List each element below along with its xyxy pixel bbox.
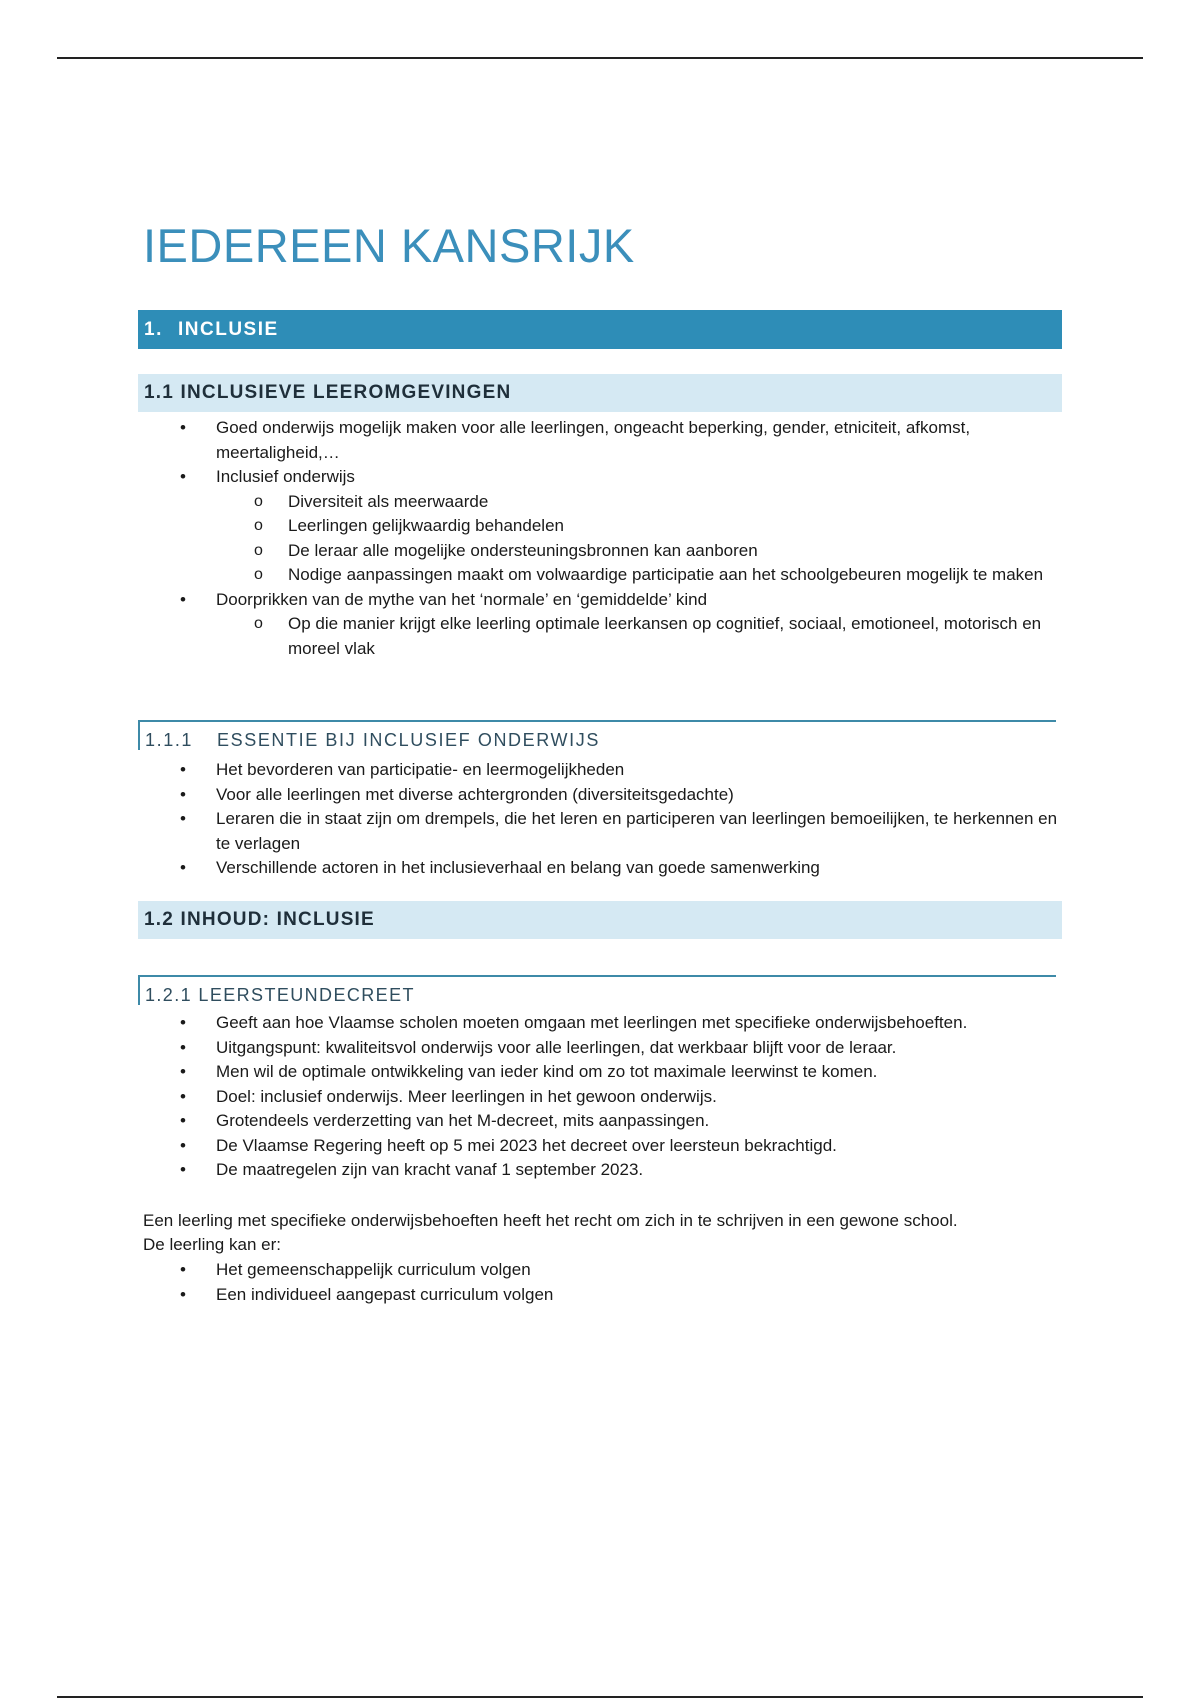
list-item: • Doorprikken van de mythe van het ‘normale’ en ‘gemiddelde’ kind o Op die manier krijgt elke leerling optimale leerkansen op cognitief, sociaal, emotioneel, motorisch en moreel vlak: [138, 588, 1058, 662]
bullet-list-1-1: [138, 416, 1058, 661]
sub-list-item: o Leerlingen gelijkwaardig behandelen: [216, 514, 1058, 539]
list-item: • Doel: inclusief onderwijs. Meer leerlingen in het gewoon onderwijs.: [138, 1085, 1058, 1110]
bullet-list-curriculum: [138, 1258, 1058, 1307]
heading-1-2-1: 1.2.1 LEERSTEUNDECREET: [138, 975, 1056, 1005]
sub-list: [216, 612, 1058, 661]
list-item: • Leraren die in staat zijn om drempels, die het leren en participeren van leerlingen bemoeilijken, te herkennen en te verlagen: [138, 807, 1058, 856]
sub-list: [216, 490, 1058, 588]
list-item: • Voor alle leerlingen met diverse achtergronden (diversiteitsgedachte): [138, 783, 1058, 808]
list-item: • Het bevorderen van participatie- en leermogelijkheden: [138, 758, 1058, 783]
list-item: • De maatregelen zijn van kracht vanaf 1 september 2023.: [138, 1158, 1058, 1183]
list-item: • Men wil de optimale ontwikkeling van ieder kind om zo tot maximale leerwinst te komen.: [138, 1060, 1058, 1085]
heading-1-inclusie: [138, 310, 1062, 349]
sub-list-item: o De leraar alle mogelijke ondersteuningsbronnen kan aanboren: [216, 539, 1058, 564]
sub-list-item: o Op die manier krijgt elke leerling optimale leerkansen op cognitief, sociaal, emotioneel, motorisch en moreel vlak: [216, 612, 1058, 661]
list-item: • Grotendeels verderzetting van het M-decreet, mits aanpassingen.: [138, 1109, 1058, 1134]
heading-1-1: 1.1 INCLUSIEVE LEEROMGEVINGEN: [138, 374, 1062, 412]
sub-list-item: o Nodige aanpassingen maakt om volwaardige participatie aan het schoolgebeuren mogelijk te maken: [216, 563, 1058, 588]
header-rule: [57, 57, 1143, 59]
list-item: • Het gemeenschappelijk curriculum volgen: [138, 1258, 1058, 1283]
document-title: IEDEREEN KANSRIJK: [143, 219, 635, 272]
heading-1-1-1-number: 1.1.1: [145, 730, 194, 750]
bullet-list-1-1-1: [138, 758, 1058, 881]
list-item: • Goed onderwijs mogelijk maken voor alle leerlingen, ongeacht beperking, gender, etniciteit, afkomst, meertaligheid,…: [138, 416, 1058, 465]
heading-1-1-1: [138, 720, 1056, 750]
list-item: • Inclusief onderwijs o Diversiteit als meerwaarde o Leerlingen gelijkwaardig behandelen o De leraar alle mogelijke ondersteuningsbronnen kan aanboren o Nodige aanpassingen maakt om volwaardige participatie aan het schoolgebeuren mogelijk te maken: [138, 465, 1058, 588]
paragraph-recht: Een leerling met specifieke onderwijsbehoeften heeft het recht om zich in te schrijven in een gewone school.: [143, 1211, 958, 1230]
bullet-list-1-2-1: [138, 1011, 1058, 1183]
heading-1-number: 1.: [144, 319, 163, 340]
footer-rule: [57, 1696, 1143, 1698]
heading-1-label: INCLUSIE: [178, 319, 279, 340]
heading-1-2: 1.2 INHOUD: INCLUSIE: [138, 901, 1062, 939]
list-item: • Geeft aan hoe Vlaamse scholen moeten omgaan met leerlingen met specifieke onderwijsbehoeften.: [138, 1011, 1058, 1036]
list-item: • Uitgangspunt: kwaliteitsvol onderwijs voor alle leerlingen, dat werkbaar blijft voor de leraar.: [138, 1036, 1058, 1061]
list-item: • De Vlaamse Regering heeft op 5 mei 2023 het decreet over leersteun bekrachtigd.: [138, 1134, 1058, 1159]
heading-1-1-1-label: ESSENTIE BIJ INCLUSIEF ONDERWIJS: [217, 730, 600, 750]
sub-list-item: o Diversiteit als meerwaarde: [216, 490, 1058, 515]
list-item: • Verschillende actoren in het inclusieverhaal en belang van goede samenwerking: [138, 856, 1058, 881]
list-item: • Een individueel aangepast curriculum volgen: [138, 1283, 1058, 1308]
paragraph-leerling-kan: De leerling kan er:: [143, 1235, 281, 1254]
